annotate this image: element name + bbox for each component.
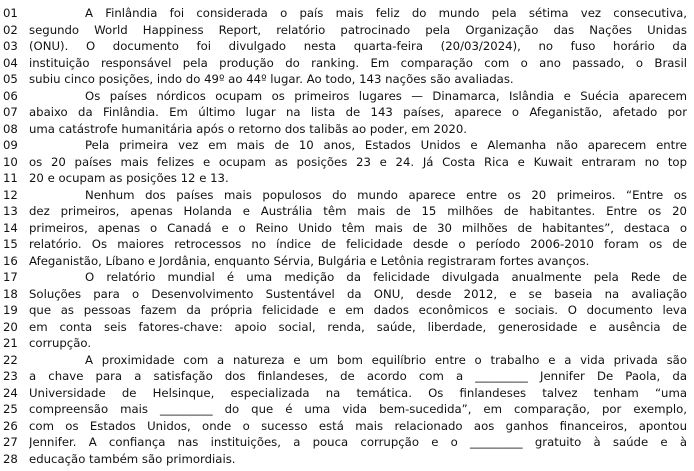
line-number: 20 [3,319,18,334]
text-line [0,253,694,270]
line-number: 05 [3,72,18,86]
line-number: 03 [3,39,18,53]
text-line [0,203,694,220]
line-text: (ONU). O documento foi divulgado nesta quarta-feira (20/03/2024), no fuso horário da [29,39,687,53]
line-number: 17 [3,270,18,284]
line-text: educação também são primordiais. [29,451,236,466]
line-number: 22 [3,352,18,367]
text-line [0,319,694,336]
line-text: os 20 países mais felizes e ocupam as posições 23 e 24. Já Costa Rica e Kuwait entraram no top [29,154,687,169]
line-number: 21 [3,336,18,350]
line-number: 18 [3,286,18,301]
line-text: 20 e ocupam as posições 12 e 13. [29,171,229,185]
text-line [0,187,694,204]
line-text: A proximidade com a natureza e um bom equilíbrio entre o trabalho e a vida privada são [85,352,687,367]
line-number: 01 [3,6,18,20]
line-text: dez primeiros, apenas Holanda e Austrália têm mais de 15 milhões de habitantes. Entre os 20 [29,204,687,218]
text-line [0,385,694,402]
text-line [0,434,694,451]
line-text: segundo World Happiness Report, relatório patrocinado pela Organização das Nações Unidas [29,22,687,37]
text-line [0,154,694,171]
line-number: 10 [3,154,18,169]
text-line [0,121,694,138]
line-text: relatório. Os maiores retrocessos no índice de felicidade desde o período 2006-2010 foram os de [29,237,687,251]
line-text: compreensão mais _________ do que é uma vida bem-sucedida”, em comparação, por exemplo, [29,402,687,416]
line-number: 25 [3,402,18,416]
line-number: 28 [3,451,18,466]
text-line [0,71,694,88]
line-number: 27 [3,435,18,449]
line-number: 12 [3,187,18,202]
line-text: Soluções para o Desenvolvimento Sustentável da ONU, desde 2012, e se baseia na avaliação [29,286,687,301]
line-text: A Finlândia foi considerada o país mais feliz do mundo pela sétima vez consecutiva, [85,6,687,20]
line-number: 04 [3,55,18,70]
text-line [0,451,694,468]
text-line [0,352,694,369]
line-number: 06 [3,88,18,103]
line-number: 08 [3,121,18,136]
line-number: 13 [3,204,18,218]
line-number: 02 [3,22,18,37]
text-line [0,170,694,187]
line-number: 14 [3,220,18,235]
text-line [0,88,694,105]
line-text: com os Estados Unidos, onde o sucesso está mais relacionado aos ganhos financeiros, apontou [29,418,687,433]
line-text: primeiros, apenas o Canadá e o Reino Unido têm mais de 30 milhões de habitantes”, destaca o [29,220,687,235]
line-text: O relatório mundial é uma medição da felicidade divulgada anualmente pela Rede de [85,270,687,284]
line-number: 26 [3,418,18,433]
line-text: que as pessoas fazem da própria felicidade e em dados econômicos e sociais. O documento leva [29,303,687,317]
line-number: 09 [3,138,18,152]
text-line [0,418,694,435]
line-number: 16 [3,253,18,268]
text-line [0,220,694,237]
text-line [0,55,694,72]
text-line [0,5,694,22]
line-text: Os países nórdicos ocupam os primeiros lugares — Dinamarca, Islândia e Suécia aparecem [85,88,687,103]
line-text: Jennifer. A confiança nas instituições, a pouca corrupção e o _________ gratuito à saúde e à [29,435,687,449]
text-body [0,5,694,467]
text-line [0,236,694,253]
line-text: Universidade de Helsinque, especializada na temática. Os finlandeses talvez tenham “uma [29,385,687,400]
line-number: 19 [3,303,18,317]
text-line [0,302,694,319]
line-text: subiu cinco posições, indo do 49º ao 44º lugar. Ao todo, 143 nações são avaliadas. [29,72,514,86]
line-text: uma catástrofe humanitária após o retorno dos talibãs ao poder, em 2020. [29,121,468,136]
line-text: a chave para a satisfação dos finlandeses, de acordo com a _________ Jennifer De Paola, da [29,369,687,383]
line-number: 07 [3,105,18,119]
line-text: Afeganistão, Líbano e Jordânia, enquanto Sérvia, Bulgária e Letônia registraram fortes avanços. [29,253,590,268]
text-line [0,104,694,121]
text-line [0,38,694,55]
text-line [0,22,694,39]
line-text: instituição responsável pela produção do ranking. Em comparação com o ano passado, o Brasil [29,55,687,70]
text-line [0,335,694,352]
text-line [0,137,694,154]
text-line [0,401,694,418]
line-number: 24 [3,385,18,400]
line-text: abaixo da Finlândia. Em último lugar na lista de 143 países, aparece o Afeganistão, afetado por [29,105,687,119]
text-line [0,368,694,385]
line-text: Pela primeira vez em mais de 10 anos, Estados Unidos e Alemanha não aparecem entre [85,138,687,152]
line-number: 11 [3,171,18,185]
text-line [0,269,694,286]
line-text: em conta seis fatores-chave: apoio social, renda, saúde, liberdade, generosidade e ausência de [29,319,687,334]
line-text: corrupção. [29,336,92,350]
text-line [0,286,694,303]
line-number: 15 [3,237,18,251]
line-text: Nenhum dos países mais populosos do mundo aparece entre os 20 primeiros. “Entre os [85,187,687,202]
line-number: 23 [3,369,18,383]
